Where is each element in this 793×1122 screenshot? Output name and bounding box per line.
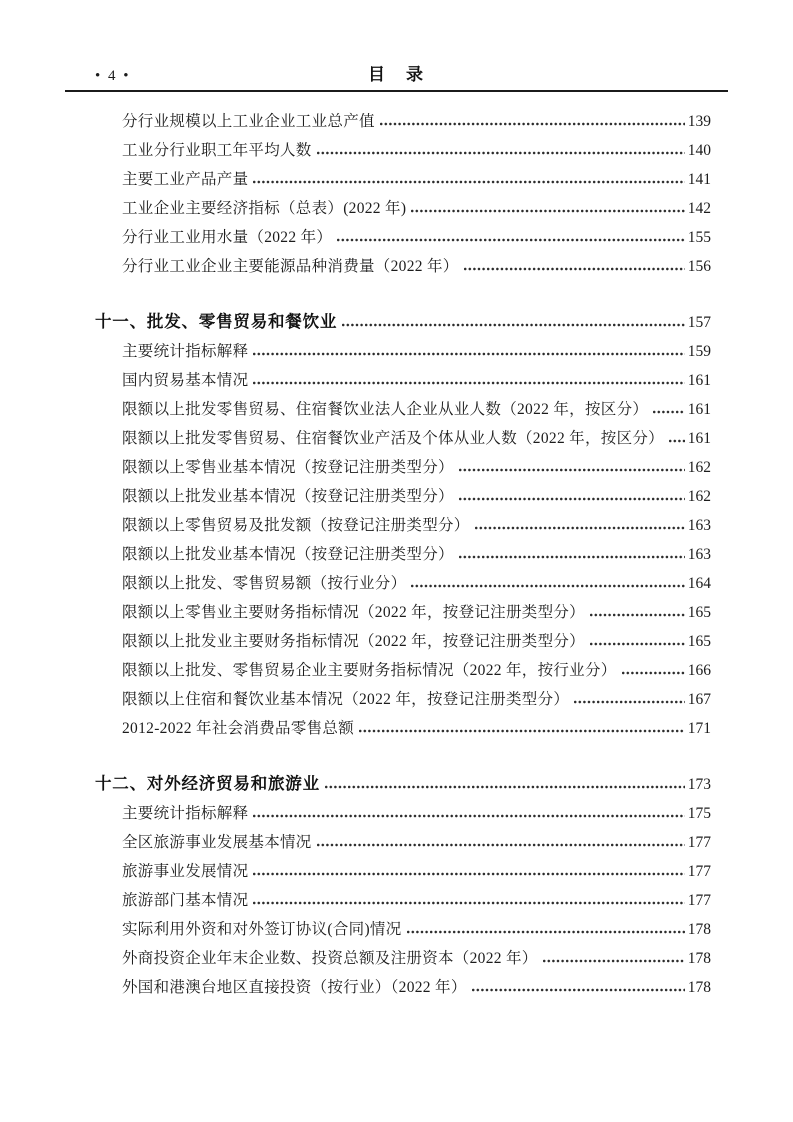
- dot-leader: [622, 671, 685, 675]
- toc-entry-page: 178: [687, 921, 711, 938]
- toc-entry-page: 177: [687, 834, 711, 851]
- toc-entry-title: 2012-2022 年社会消费品零售总额: [122, 720, 355, 737]
- toc-entry-row: [65, 136, 728, 165]
- dot-leader: [472, 988, 685, 992]
- toc-entry-title: 工业企业主要经济指标（总表）(2022 年): [122, 200, 407, 217]
- dot-leader: [253, 814, 684, 818]
- dot-leader: [574, 700, 685, 704]
- page-number-marker: • 4 •: [95, 68, 131, 84]
- toc-entry-title: 限额以上零售业主要财务指标情况（2022 年，按登记注册类型分）: [122, 604, 585, 621]
- toc-entry-page: 161: [687, 372, 711, 389]
- toc-entry-row: [65, 165, 728, 194]
- toc-entry-row: [65, 685, 728, 714]
- toc-entry-row: [65, 395, 728, 424]
- toc-entry-title: 限额以上批发零售贸易、住宿餐饮业产活及个体从业人数（2022 年，按区分）: [122, 430, 664, 447]
- toc-entry-page: 162: [687, 459, 711, 476]
- dot-leader: [543, 959, 685, 963]
- dot-leader: [253, 381, 684, 385]
- dot-leader: [317, 843, 685, 847]
- toc-entry-title: 全区旅游事业发展基本情况: [122, 834, 312, 851]
- dot-leader: [459, 468, 685, 472]
- toc-entry-row: [65, 540, 728, 569]
- toc-entry-page: 141: [687, 171, 711, 188]
- toc-entry-row: [65, 511, 728, 540]
- toc-entry-row: [65, 453, 728, 482]
- toc-entry-title: 外商投资企业年末企业数、投资总额及注册资本（2022 年）: [122, 950, 538, 967]
- toc-entry-row: [65, 482, 728, 511]
- toc-entry-page: 178: [687, 979, 711, 996]
- toc-entry-page: 177: [687, 863, 711, 880]
- toc-heading-row: [65, 308, 728, 337]
- toc-entry-page: 171: [687, 720, 711, 737]
- toc-entry-page: 157: [687, 314, 711, 331]
- toc-entry-row: [65, 857, 728, 886]
- dot-leader: [590, 613, 685, 617]
- toc-entry-title: 国内贸易基本情况: [122, 372, 249, 389]
- header-title: 目 录: [368, 65, 425, 84]
- toc-entry-title: 限额以上批发、零售贸易额（按行业分）: [122, 575, 407, 592]
- toc-entry-title: 限额以上批发、零售贸易企业主要财务指标情况（2022 年，按行业分）: [122, 662, 617, 679]
- dot-leader: [253, 901, 684, 905]
- toc-entry-title: 限额以上批发业基本情况（按登记注册类型分）: [122, 546, 454, 563]
- toc-entry-title: 十一、批发、零售贸易和餐饮业: [95, 313, 338, 331]
- dot-leader: [337, 238, 685, 242]
- toc-section: [65, 308, 728, 743]
- toc-entry-row: [65, 337, 728, 366]
- toc-entry-page: 173: [687, 776, 711, 793]
- dot-leader: [380, 122, 685, 126]
- toc-entry-title: 限额以上零售业基本情况（按登记注册类型分）: [122, 459, 454, 476]
- toc-entry-row: [65, 194, 728, 223]
- toc-entry-row: [65, 627, 728, 656]
- toc-entry-title: 限额以上住宿和餐饮业基本情况（2022 年，按登记注册类型分）: [122, 691, 570, 708]
- toc-entry-page: 159: [687, 343, 711, 360]
- toc-entry-row: [65, 915, 728, 944]
- toc-section: [65, 770, 728, 1002]
- dot-leader: [411, 584, 684, 588]
- toc-entry-page: 161: [687, 430, 711, 447]
- dot-leader: [359, 729, 685, 733]
- toc-entry-title: 十二、对外经济贸易和旅游业: [95, 775, 320, 793]
- toc-entry-row: [65, 799, 728, 828]
- toc-entry-page: 165: [687, 604, 711, 621]
- toc-entry-page: 162: [687, 488, 711, 505]
- dot-leader: [253, 180, 684, 184]
- toc-entry-title: 分行业工业用水量（2022 年）: [122, 229, 333, 246]
- toc-entry-title: 主要工业产品产量: [122, 171, 249, 188]
- toc-entry-page: 165: [687, 633, 711, 650]
- dot-leader: [253, 872, 684, 876]
- toc-entry-row: [65, 569, 728, 598]
- toc-entry-title: 旅游事业发展情况: [122, 863, 249, 880]
- toc-entry-row: [65, 944, 728, 973]
- dot-leader: [669, 439, 685, 443]
- toc-entry-page: 156: [687, 258, 711, 275]
- dot-leader: [464, 267, 685, 271]
- dot-leader: [317, 151, 685, 155]
- toc-entry-page: 142: [687, 200, 711, 217]
- dot-leader: [653, 410, 685, 414]
- dot-leader: [459, 497, 685, 501]
- toc-entry-page: 140: [687, 142, 711, 159]
- toc-list: [65, 92, 728, 1002]
- toc-entry-page: 139: [687, 113, 711, 130]
- toc-entry-row: [65, 107, 728, 136]
- toc-entry-page: 164: [687, 575, 711, 592]
- toc-entry-page: 167: [687, 691, 711, 708]
- toc-entry-page: 163: [687, 546, 711, 563]
- dot-leader: [253, 352, 684, 356]
- toc-entry-row: [65, 598, 728, 627]
- toc-entry-title: 主要统计指标解释: [122, 343, 249, 360]
- toc-entry-row: [65, 656, 728, 685]
- dot-leader: [342, 323, 685, 327]
- toc-entry-title: 实际利用外资和对外签订协议(合同)情况: [122, 921, 402, 938]
- toc-heading-row: [65, 770, 728, 799]
- toc-entry-row: [65, 828, 728, 857]
- toc-entry-page: 166: [687, 662, 711, 679]
- toc-entry-title: 限额以上批发零售贸易、住宿餐饮业法人企业从业人数（2022 年，按区分）: [122, 401, 649, 418]
- toc-entry-row: [65, 366, 728, 395]
- toc-entry-title: 主要统计指标解释: [122, 805, 249, 822]
- toc-entry-page: 161: [687, 401, 711, 418]
- toc-entry-title: 限额以上批发业主要财务指标情况（2022 年，按登记注册类型分）: [122, 633, 585, 650]
- toc-entry-title: 分行业工业企业主要能源品种消费量（2022 年）: [122, 258, 459, 275]
- toc-entry-title: 分行业规模以上工业企业工业总产值: [122, 113, 375, 130]
- dot-leader: [411, 209, 684, 213]
- toc-entry-title: 限额以上零售贸易及批发额（按登记注册类型分）: [122, 517, 470, 534]
- toc-entry-page: 177: [687, 892, 711, 909]
- dot-leader: [325, 785, 685, 789]
- toc-entry-page: 155: [687, 229, 711, 246]
- toc-entry-page: 175: [687, 805, 711, 822]
- toc-entry-page: 178: [687, 950, 711, 967]
- toc-entry-row: [65, 252, 728, 281]
- toc-entry-title: 限额以上批发业基本情况（按登记注册类型分）: [122, 488, 454, 505]
- toc-entry-row: [65, 424, 728, 453]
- dot-leader: [590, 642, 685, 646]
- page-header: [65, 0, 728, 92]
- toc-entry-title: 工业分行业职工年平均人数: [122, 142, 312, 159]
- toc-section: [65, 107, 728, 281]
- toc-entry-title: 外国和港澳台地区直接投资（按行业）（2022 年）: [122, 979, 467, 996]
- dot-leader: [407, 930, 685, 934]
- toc-entry-row: [65, 223, 728, 252]
- toc-entry-title: 旅游部门基本情况: [122, 892, 249, 909]
- toc-entry-row: [65, 973, 728, 1002]
- toc-entry-row: [65, 886, 728, 915]
- dot-leader: [475, 526, 685, 530]
- toc-entry-row: [65, 714, 728, 743]
- toc-entry-page: 163: [687, 517, 711, 534]
- dot-leader: [459, 555, 685, 559]
